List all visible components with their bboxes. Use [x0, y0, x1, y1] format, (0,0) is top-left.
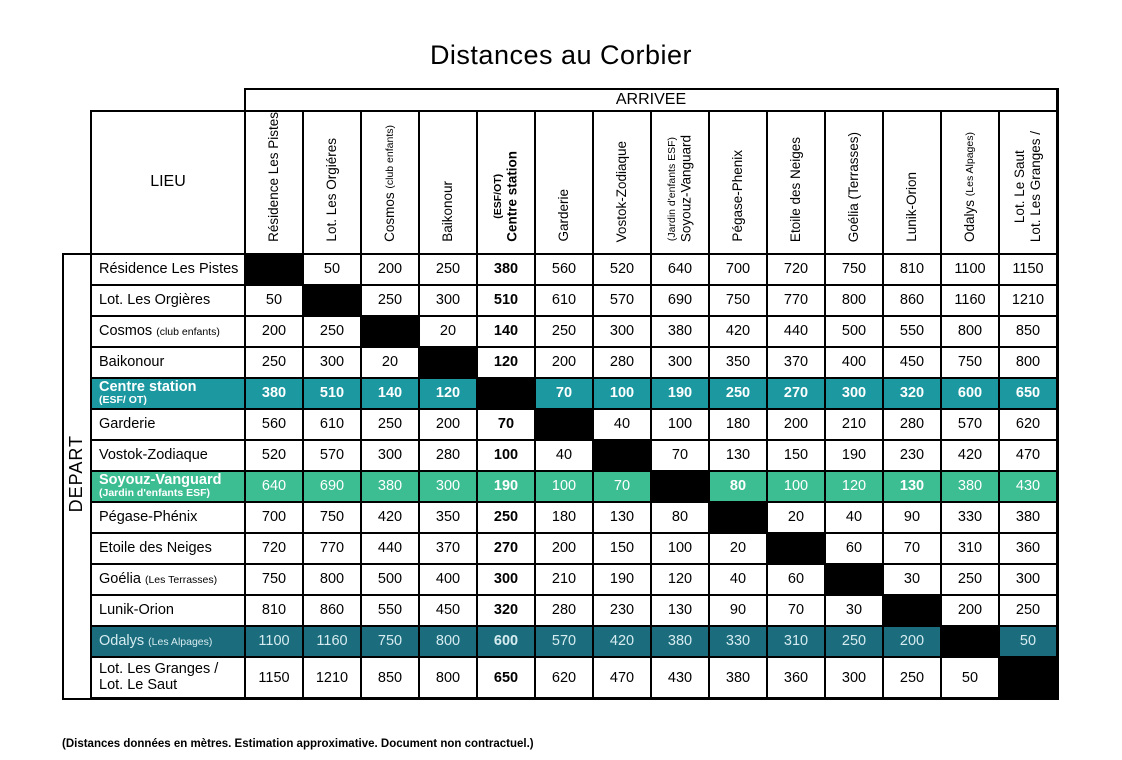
- distance-cell: 60: [767, 564, 825, 595]
- empty-corner: [63, 89, 245, 111]
- distance-cell: 80: [709, 471, 767, 502]
- row-label: Odalys (Les Alpages): [91, 626, 245, 657]
- diagonal-cell: [941, 626, 999, 657]
- distance-cell: 400: [825, 347, 883, 378]
- row-label: Goélia (Les Terrasses): [91, 564, 245, 595]
- distance-cell: 70: [767, 595, 825, 626]
- table-row: [63, 378, 1058, 409]
- distance-cell: 150: [767, 440, 825, 471]
- arrivee-header: ARRIVEE: [245, 89, 1058, 111]
- distance-cell: 800: [941, 316, 999, 347]
- distance-cell: 120: [419, 378, 477, 409]
- distance-cell: 40: [593, 409, 651, 440]
- distance-cell: 70: [477, 409, 535, 440]
- table-row: [63, 657, 1058, 699]
- column-header: Garderie: [535, 111, 593, 254]
- distance-cell: 430: [999, 471, 1058, 502]
- distance-cell: 520: [593, 254, 651, 285]
- distance-cell: 640: [245, 471, 303, 502]
- column-header: Lot. Les Granges / Lot. Le Saut: [999, 111, 1058, 254]
- distance-cell: 200: [535, 533, 593, 564]
- distance-cell: 70: [651, 440, 709, 471]
- distance-cell: 420: [709, 316, 767, 347]
- distance-cell: 130: [593, 502, 651, 533]
- distance-cell: 200: [245, 316, 303, 347]
- distance-cell: 850: [999, 316, 1058, 347]
- table-row: [63, 409, 1058, 440]
- distance-cell: 300: [303, 347, 361, 378]
- distance-cell: 570: [941, 409, 999, 440]
- depart-header: DEPART: [63, 254, 91, 699]
- distance-cell: 300: [999, 564, 1058, 595]
- row-label: Centre station (ESF/ OT): [91, 378, 245, 409]
- distance-cell: 200: [941, 595, 999, 626]
- distance-cell: 1100: [941, 254, 999, 285]
- column-header: Goélia (Terrasses): [825, 111, 883, 254]
- diagonal-cell: [999, 657, 1058, 699]
- distance-cell: 130: [651, 595, 709, 626]
- table-row: [63, 347, 1058, 378]
- distance-cell: 690: [651, 285, 709, 316]
- distance-cell: 450: [883, 347, 941, 378]
- distance-cell: 300: [825, 657, 883, 699]
- distance-cell: 20: [361, 347, 419, 378]
- row-label: Soyouz-Vanguard (Jardin d'enfants ESF): [91, 471, 245, 502]
- distance-cell: 750: [709, 285, 767, 316]
- distance-cell: 310: [941, 533, 999, 564]
- distance-cell: 70: [593, 471, 651, 502]
- distance-cell: 250: [361, 409, 419, 440]
- distance-cell: 320: [883, 378, 941, 409]
- distance-cell: 1150: [245, 657, 303, 699]
- distance-cell: 610: [535, 285, 593, 316]
- distance-cell: 190: [651, 378, 709, 409]
- distance-cell: 30: [883, 564, 941, 595]
- column-header: Centre station (ESF/OT): [477, 111, 535, 254]
- distance-cell: 800: [419, 626, 477, 657]
- distance-cell: 800: [303, 564, 361, 595]
- distance-cell: 250: [535, 316, 593, 347]
- distance-cell: 750: [361, 626, 419, 657]
- distance-cell: 280: [593, 347, 651, 378]
- distance-cell: 100: [767, 471, 825, 502]
- row-label: Baikonour: [91, 347, 245, 378]
- distance-cell: 120: [825, 471, 883, 502]
- distance-cell: 520: [245, 440, 303, 471]
- distance-cell: 350: [419, 502, 477, 533]
- distance-cell: 550: [883, 316, 941, 347]
- distance-cell: 380: [941, 471, 999, 502]
- distance-cell: 80: [651, 502, 709, 533]
- distance-cell: 250: [361, 285, 419, 316]
- diagonal-cell: [825, 564, 883, 595]
- row-label: Lunik-Orion: [91, 595, 245, 626]
- distance-cell: 380: [651, 316, 709, 347]
- distance-cell: 200: [535, 347, 593, 378]
- distance-cell: 750: [941, 347, 999, 378]
- distance-cell: 370: [767, 347, 825, 378]
- distance-cell: 50: [999, 626, 1058, 657]
- distance-cell: 50: [245, 285, 303, 316]
- distance-cell: 210: [535, 564, 593, 595]
- distance-cell: 450: [419, 595, 477, 626]
- distance-cell: 100: [651, 533, 709, 564]
- distance-cell: 190: [825, 440, 883, 471]
- distance-cell: 120: [477, 347, 535, 378]
- table-row: [63, 533, 1058, 564]
- column-header: Lunik-Orion: [883, 111, 941, 254]
- table-row: [63, 502, 1058, 533]
- distance-cell: 610: [303, 409, 361, 440]
- distance-matrix-body: [63, 254, 1058, 699]
- column-header: Vostok-Zodiaque: [593, 111, 651, 254]
- diagonal-cell: [709, 502, 767, 533]
- distance-cell: 380: [361, 471, 419, 502]
- distance-cell: 380: [651, 626, 709, 657]
- distance-cell: 650: [477, 657, 535, 699]
- distance-cell: 70: [883, 533, 941, 564]
- column-header: Baikonour: [419, 111, 477, 254]
- distance-cell: 90: [709, 595, 767, 626]
- distance-cell: 250: [245, 347, 303, 378]
- row-label: Etoile des Neiges: [91, 533, 245, 564]
- distance-cell: 1160: [303, 626, 361, 657]
- distance-cell: 300: [419, 285, 477, 316]
- distance-cell: 310: [767, 626, 825, 657]
- diagonal-cell: [535, 409, 593, 440]
- distance-cell: 750: [825, 254, 883, 285]
- distance-cell: 150: [593, 533, 651, 564]
- distance-cell: 700: [245, 502, 303, 533]
- column-header: Résidence Les Pistes: [245, 111, 303, 254]
- distance-cell: 70: [535, 378, 593, 409]
- distance-cell: 60: [825, 533, 883, 564]
- distance-cell: 510: [477, 285, 535, 316]
- row-label: Lot. Les Orgières: [91, 285, 245, 316]
- table-row: [63, 564, 1058, 595]
- distance-cell: 440: [361, 533, 419, 564]
- distance-cell: 250: [709, 378, 767, 409]
- distance-cell: 350: [709, 347, 767, 378]
- distance-cell: 130: [883, 471, 941, 502]
- distance-cell: 250: [419, 254, 477, 285]
- distance-cell: 190: [593, 564, 651, 595]
- footer-note: (Distances données en mètres. Estimation approximative. Document non contractuel.): [62, 738, 534, 750]
- distance-cell: 620: [535, 657, 593, 699]
- distance-cell: 250: [303, 316, 361, 347]
- column-header: Odalys (Les Alpages): [941, 111, 999, 254]
- distance-cell: 200: [361, 254, 419, 285]
- distance-cell: 250: [941, 564, 999, 595]
- distance-cell: 750: [303, 502, 361, 533]
- distance-cell: 100: [535, 471, 593, 502]
- distance-cell: 570: [303, 440, 361, 471]
- column-header: Etoile des Neiges: [767, 111, 825, 254]
- distance-cell: 770: [767, 285, 825, 316]
- distance-cell: 300: [477, 564, 535, 595]
- distance-cell: 750: [245, 564, 303, 595]
- distance-cell: 280: [535, 595, 593, 626]
- distance-cell: 510: [303, 378, 361, 409]
- column-header: Pégase-Phenix: [709, 111, 767, 254]
- distance-cell: 40: [825, 502, 883, 533]
- distance-cell: 100: [477, 440, 535, 471]
- diagonal-cell: [419, 347, 477, 378]
- distance-cell: 860: [883, 285, 941, 316]
- distance-cell: 120: [651, 564, 709, 595]
- distance-cell: 620: [999, 409, 1058, 440]
- distance-cell: 100: [593, 378, 651, 409]
- distance-cell: 280: [883, 409, 941, 440]
- lieu-header: LIEU: [91, 111, 245, 254]
- distance-cell: 720: [245, 533, 303, 564]
- row-label: Vostok-Zodiaque: [91, 440, 245, 471]
- distance-cell: 570: [593, 285, 651, 316]
- distance-cell: 570: [535, 626, 593, 657]
- distance-cell: 250: [999, 595, 1058, 626]
- distance-cell: 360: [767, 657, 825, 699]
- distance-cell: 300: [825, 378, 883, 409]
- row-label: Résidence Les Pistes: [91, 254, 245, 285]
- distance-cell: 270: [477, 533, 535, 564]
- page-title: Distances au Corbier: [429, 40, 693, 70]
- distance-cell: 500: [825, 316, 883, 347]
- distance-cell: 300: [361, 440, 419, 471]
- distance-cell: 40: [535, 440, 593, 471]
- distance-cell: 800: [419, 657, 477, 699]
- distance-cell: 40: [709, 564, 767, 595]
- distance-cell: 20: [709, 533, 767, 564]
- distance-cell: 20: [767, 502, 825, 533]
- distance-cell: 470: [999, 440, 1058, 471]
- diagonal-cell: [767, 533, 825, 564]
- distance-cell: 330: [941, 502, 999, 533]
- distance-cell: 200: [767, 409, 825, 440]
- distance-cell: 330: [709, 626, 767, 657]
- row-label: Lot. Les Granges / Lot. Le Saut: [91, 657, 245, 699]
- distance-cell: 130: [709, 440, 767, 471]
- table-row: [63, 285, 1058, 316]
- distance-cell: 250: [883, 657, 941, 699]
- distance-cell: 800: [825, 285, 883, 316]
- table-row: [63, 440, 1058, 471]
- distance-cell: 180: [709, 409, 767, 440]
- distance-cell: 420: [361, 502, 419, 533]
- row-label: Garderie: [91, 409, 245, 440]
- distance-cell: 140: [477, 316, 535, 347]
- distance-cell: 1210: [999, 285, 1058, 316]
- distance-cell: 430: [651, 657, 709, 699]
- distance-cell: 190: [477, 471, 535, 502]
- distance-cell: 300: [651, 347, 709, 378]
- distance-cell: 1160: [941, 285, 999, 316]
- distance-cell: 720: [767, 254, 825, 285]
- distance-cell: 640: [651, 254, 709, 285]
- distance-cell: 550: [361, 595, 419, 626]
- arrivee-header-row: [63, 89, 1058, 111]
- diagonal-cell: [245, 254, 303, 285]
- diagonal-cell: [477, 378, 535, 409]
- table-row: [63, 595, 1058, 626]
- distance-cell: 500: [361, 564, 419, 595]
- distance-cell: 1100: [245, 626, 303, 657]
- distance-cell: 860: [303, 595, 361, 626]
- column-header-row: [63, 111, 1058, 254]
- distance-cell: 810: [245, 595, 303, 626]
- distance-cell: 420: [593, 626, 651, 657]
- table-row: [63, 471, 1058, 502]
- column-header: Soyouz-Vanguard (Jardin d'enfants ESF): [651, 111, 709, 254]
- distance-cell: 420: [941, 440, 999, 471]
- distance-cell: 470: [593, 657, 651, 699]
- table-row: [63, 626, 1058, 657]
- distance-cell: 600: [477, 626, 535, 657]
- distance-cell: 1150: [999, 254, 1058, 285]
- distance-cell: 300: [419, 471, 477, 502]
- distance-cell: 560: [535, 254, 593, 285]
- empty-corner: [63, 111, 91, 254]
- distance-cell: 200: [419, 409, 477, 440]
- table-row: [63, 316, 1058, 347]
- distance-cell: 850: [361, 657, 419, 699]
- diagonal-cell: [361, 316, 419, 347]
- distance-cell: 810: [883, 254, 941, 285]
- distance-cell: 800: [999, 347, 1058, 378]
- distance-cell: 270: [767, 378, 825, 409]
- distance-cell: 400: [419, 564, 477, 595]
- distance-cell: 380: [477, 254, 535, 285]
- distance-cell: 20: [419, 316, 477, 347]
- distance-cell: 560: [245, 409, 303, 440]
- distance-matrix-table: [62, 88, 1059, 700]
- distance-cell: 100: [651, 409, 709, 440]
- distance-cell: 1210: [303, 657, 361, 699]
- distance-cell: 440: [767, 316, 825, 347]
- distance-cell: 600: [941, 378, 999, 409]
- distance-cell: 140: [361, 378, 419, 409]
- distance-cell: 200: [883, 626, 941, 657]
- distance-cell: 300: [593, 316, 651, 347]
- distance-cell: 380: [245, 378, 303, 409]
- distance-cell: 770: [303, 533, 361, 564]
- table-row: [63, 254, 1058, 285]
- distance-cell: 700: [709, 254, 767, 285]
- column-header: Lot. Les Orgiéres: [303, 111, 361, 254]
- distance-cell: 210: [825, 409, 883, 440]
- distance-cell: 280: [419, 440, 477, 471]
- distance-cell: 320: [477, 595, 535, 626]
- distance-cell: 250: [825, 626, 883, 657]
- distance-cell: 50: [941, 657, 999, 699]
- row-label: Cosmos (club enfants): [91, 316, 245, 347]
- distance-cell: 380: [999, 502, 1058, 533]
- distance-cell: 380: [709, 657, 767, 699]
- diagonal-cell: [303, 285, 361, 316]
- distance-cell: 370: [419, 533, 477, 564]
- distance-cell: 650: [999, 378, 1058, 409]
- distance-cell: 690: [303, 471, 361, 502]
- distance-cell: 230: [593, 595, 651, 626]
- row-label: Pégase-Phénix: [91, 502, 245, 533]
- distance-cell: 180: [535, 502, 593, 533]
- diagonal-cell: [651, 471, 709, 502]
- distance-cell: 50: [303, 254, 361, 285]
- column-header: Cosmos (club enfants): [361, 111, 419, 254]
- distance-cell: 250: [477, 502, 535, 533]
- distance-cell: 90: [883, 502, 941, 533]
- diagonal-cell: [883, 595, 941, 626]
- distance-cell: 360: [999, 533, 1058, 564]
- distance-cell: 230: [883, 440, 941, 471]
- diagonal-cell: [593, 440, 651, 471]
- distance-cell: 30: [825, 595, 883, 626]
